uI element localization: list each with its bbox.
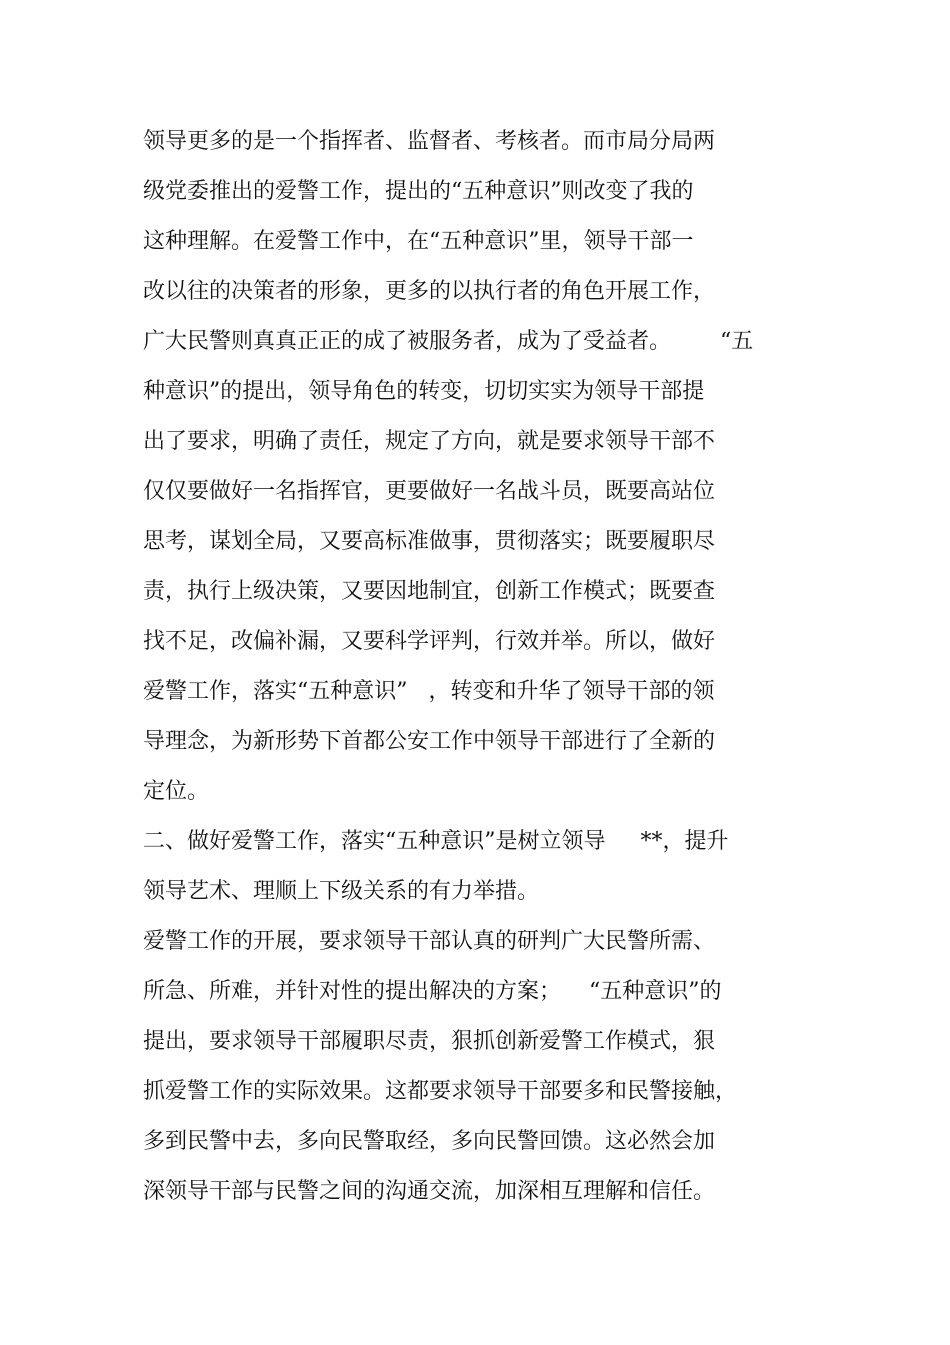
text-line: 责，执行上级决策，又要因地制宜，创新工作模式；既要查 <box>143 579 716 604</box>
text-line: 这种理解。在爱警工作中，在“五种意识”里，领导干部一 <box>143 229 694 254</box>
text-line: 仅仅要做好一名指挥官，更要做好一名战斗员，既要高站位 <box>143 479 716 504</box>
text-line: 出了要求，明确了责任，规定了方向，就是要求领导干部不 <box>143 429 716 454</box>
text-line: 多到民警中去，多向民警取经，多向民警回馈。这必然会加 <box>143 1129 716 1154</box>
text-line: 深领导干部与民警之间的沟通交流，加深相互理解和信任。 <box>143 1179 716 1204</box>
text-line: 找不足，改偏补漏，又要科学评判，行效并举。所以，做好 <box>143 629 716 654</box>
text-line: 所急、所难，并针对性的提出解决的方案； “五种意识”的 <box>143 979 722 1004</box>
text-line: 思考，谋划全局，又要高标准做事，贯彻落实；既要履职尽 <box>143 529 716 554</box>
text-line: 领导更多的是一个指挥者、监督者、考核者。而市局分局两 <box>143 129 716 154</box>
section-heading: 领导艺术、理顺上下级关系的有力举措。 <box>143 879 540 904</box>
text-line: 定位。 <box>143 779 210 804</box>
body-text <box>143 117 823 1217</box>
text-line: 抓爱警工作的实际效果。这都要求领导干部要多和民警接触， <box>143 1079 738 1104</box>
text-line: 广大民警则真真正正的成了被服务者，成为了受益者。 “五 <box>143 329 754 354</box>
text-line: 种意识”的提出，领导角色的转变，切切实实为领导干部提 <box>143 379 705 404</box>
text-line: 级党委推出的爱警工作，提出的“五种意识”则改变了我的 <box>143 179 694 204</box>
text-line: 爱警工作，落实“五种意识” ，转变和升华了领导干部的领 <box>143 679 715 704</box>
text-line: 改以往的决策者的形象，更多的以执行者的角色开展工作， <box>143 279 716 304</box>
text-line: 爱警工作的开展，要求领导干部认真的研判广大民警所需、 <box>143 929 716 954</box>
section-heading: 二、做好爱警工作，落实“五种意识”是树立领导 **，提升 <box>143 829 729 854</box>
text-line: 导理念，为新形势下首都公安工作中领导干部进行了全新的 <box>143 729 716 754</box>
text-line: 提出，要求领导干部履职尽责，狠抓创新爱警工作模式，狠 <box>143 1029 716 1054</box>
